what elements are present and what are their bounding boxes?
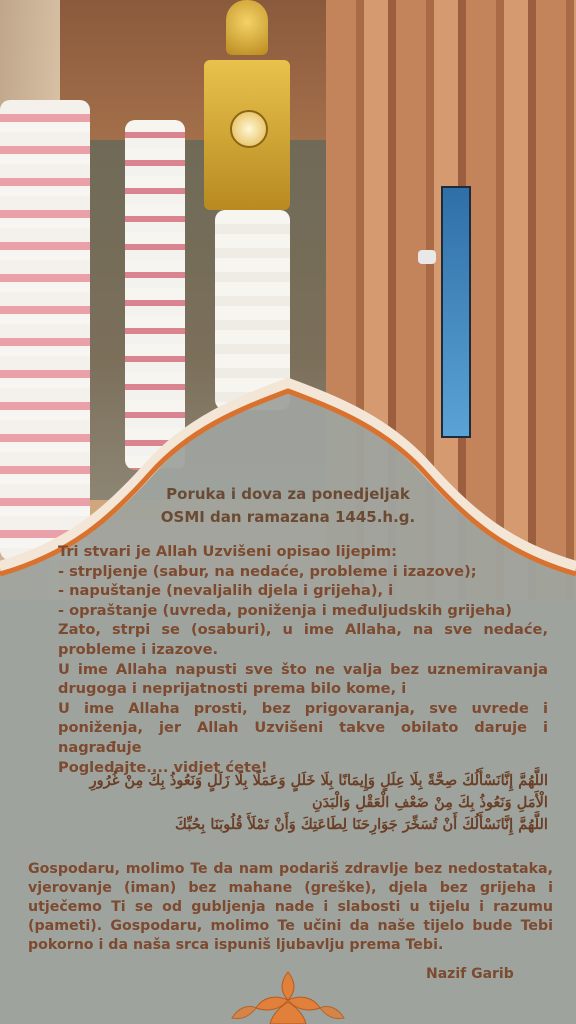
arabic-line: اللَّهُمَّ إِنَّانَسْأَلُكَ أَنْ تُسَخِّرَ جَوَارِحَنَا لِطَاعَتِكَ وَأَنْ تَمْلَأَ قُلُوبَنَا بِحُبِّكَ <box>175 816 548 833</box>
body-line: - opraštanje (uvreda, poniženja i međuljudskih grijeha) <box>58 601 512 619</box>
body-line: probleme i izazove. <box>58 640 219 658</box>
body-line: - napuštanje (nevaljalih djela i grijeha), i <box>58 582 394 600</box>
signature: Nazif Garib <box>426 966 514 982</box>
heading-line-1: Poruka i dova za ponedjeljak <box>166 485 410 503</box>
floral-ornament-icon <box>228 968 348 1024</box>
heading-line-2: OSMI dan ramazana 1445.h.g. <box>160 508 416 526</box>
body-line: poniženja, jer Allah Uzvišeni takve obilato daruje i <box>58 719 548 737</box>
body-line: nagrađuje <box>58 738 142 756</box>
body-line: - strpljenje (sabur, na nedaće, probleme i izazove); <box>58 562 477 580</box>
translation-line: utječemo Ti se od gubljenja nade i slabosti u tijelu i razumu <box>28 899 553 915</box>
dua-translation <box>28 860 553 955</box>
message-body <box>58 542 548 777</box>
translation-line: pokorno i da naša srca ispuniš ljubavlju prema Tebi. <box>28 937 444 953</box>
body-line: drugoga i neprijatnosti prema bilo kome, i <box>58 680 407 698</box>
translation-line: vjerovanje (iman) bez mahane (greške), djela bez grijeha i <box>28 880 553 896</box>
arabic-line: اللَّهُمَّ إِنَّانَسْأَلُكَ صِحَّةً بِلَا عِلَلٍ وَإِيمَانًا بِلَا خَلَلٍ وَعَمَلًا بِلَا زَلَلٍ وَنَعُوذُ بِكَ مِنْ غُرُورِ <box>89 772 548 789</box>
body-line: Tri stvari je Allah Uzvišeni opisao lijepim: <box>58 543 397 560</box>
body-line: Zato, strpi se (osaburi), u ime Allaha, na sve nedaće, <box>58 621 548 639</box>
arabic-dua <box>28 770 548 836</box>
body-line: U ime Allaha prosti, bez prigovaranja, sve uvrede i <box>58 699 548 717</box>
arabic-line: الْأَمَلِ وَنَعُوذُ بِكَ مِنْ ضَعْفِ الْعَقْلِ وَالْبَدَنِ <box>311 794 548 811</box>
translation-line: Gospodaru, molimo Te da nam podariš zdravlje bez nedostataka, <box>28 861 553 877</box>
translation-line: (pameti). Gospodaru, molimo Te učini da naše tijelo bude Tebi <box>28 918 553 934</box>
body-line: U ime Allaha napusti sve što ne valja bez uznemiravanja <box>58 660 548 678</box>
body-line: Pogledajte.... vidjet ćete! <box>58 758 268 776</box>
